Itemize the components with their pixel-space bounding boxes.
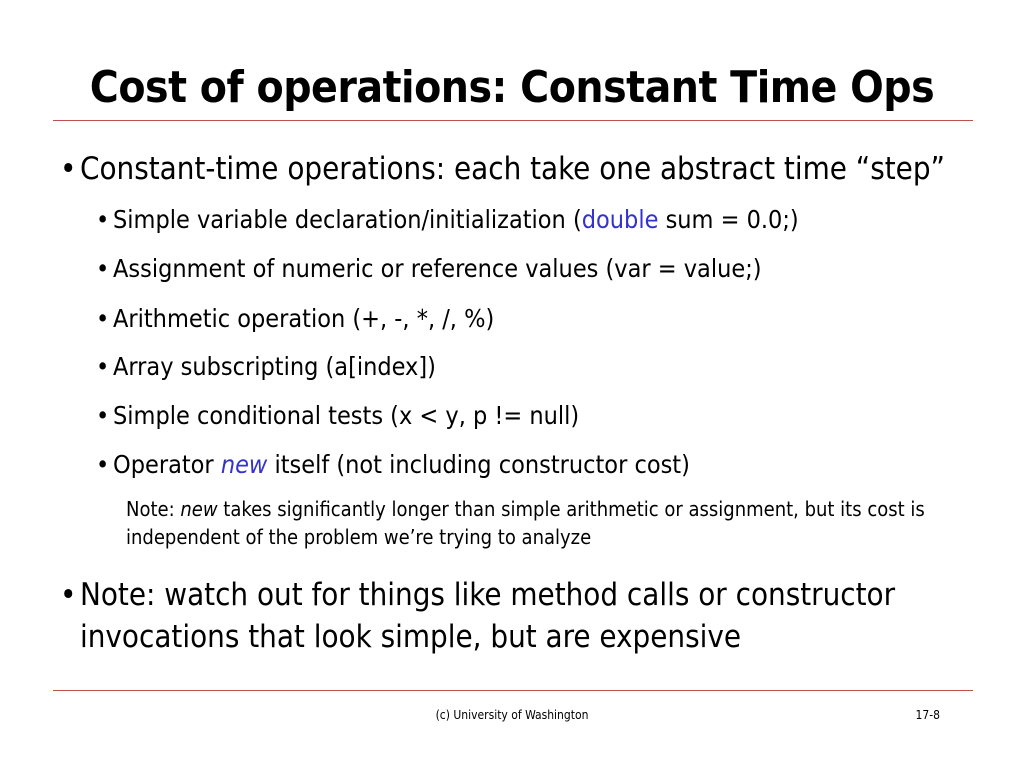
keyword-new-note: new — [180, 497, 218, 521]
footer-credit: (c) University of Washington — [435, 708, 589, 722]
text-run: sum = 0.0;) — [658, 205, 799, 234]
keyword-new: new — [220, 450, 268, 479]
sub-bullet-text: Arithmetic operation (+, -, *, /, %) — [113, 304, 495, 333]
bullet-method-calls-note — [60, 574, 940, 658]
bullet-mark: • — [96, 254, 110, 283]
text-run: Operator — [113, 450, 221, 479]
bullet-mark: • — [96, 304, 110, 333]
sub-bullet-text: Array subscripting (a[index]) — [113, 352, 436, 381]
text-run: itself (not including constructor cost) — [267, 450, 690, 479]
keyword-double: double — [581, 205, 659, 234]
sub-bullet-conditional-tests — [96, 399, 956, 433]
sub-bullet-arithmetic — [96, 302, 956, 336]
text-run: Note: — [126, 497, 181, 521]
sub-bullet-text — [96, 203, 956, 237]
sub-bullet-text: Assignment of numeric or reference values (var = value;) — [113, 254, 762, 283]
bullet-constant-time — [60, 148, 960, 190]
sub-bullet-operator-new — [96, 448, 956, 482]
footer-divider — [53, 690, 973, 691]
bullet-mark: • — [96, 401, 110, 430]
bullet-mark: • — [96, 352, 110, 381]
text-run: Simple variable declaration/initialization ( — [113, 205, 582, 234]
bullet-mark: • — [60, 151, 77, 187]
sub-bullet-text — [96, 448, 956, 482]
sub-bullet-declaration — [96, 203, 956, 237]
bullet-text: Note: watch out for things like method calls or constructor invocations that look simple, but are expensive — [80, 577, 896, 655]
sub-bullet-array-subscripting — [96, 350, 956, 384]
slide-title: Cost of operations: Constant Time Ops — [89, 62, 935, 113]
text-run: takes significantly longer than simple arithmetic or assignment, but its cost is independent of the problem we’re trying to analyze — [126, 497, 925, 549]
note-new-cost — [126, 495, 966, 551]
sub-bullet-assignment — [96, 252, 956, 286]
bullet-mark: • — [96, 205, 110, 234]
sub-bullet-text: Simple conditional tests (x < y, p != null) — [113, 401, 580, 430]
bullet-text: Constant-time operations: each take one abstract time “step” — [80, 151, 945, 187]
page-number: 17-8 — [915, 708, 940, 722]
bullet-mark: • — [96, 450, 110, 479]
bullet-mark: • — [60, 577, 77, 613]
